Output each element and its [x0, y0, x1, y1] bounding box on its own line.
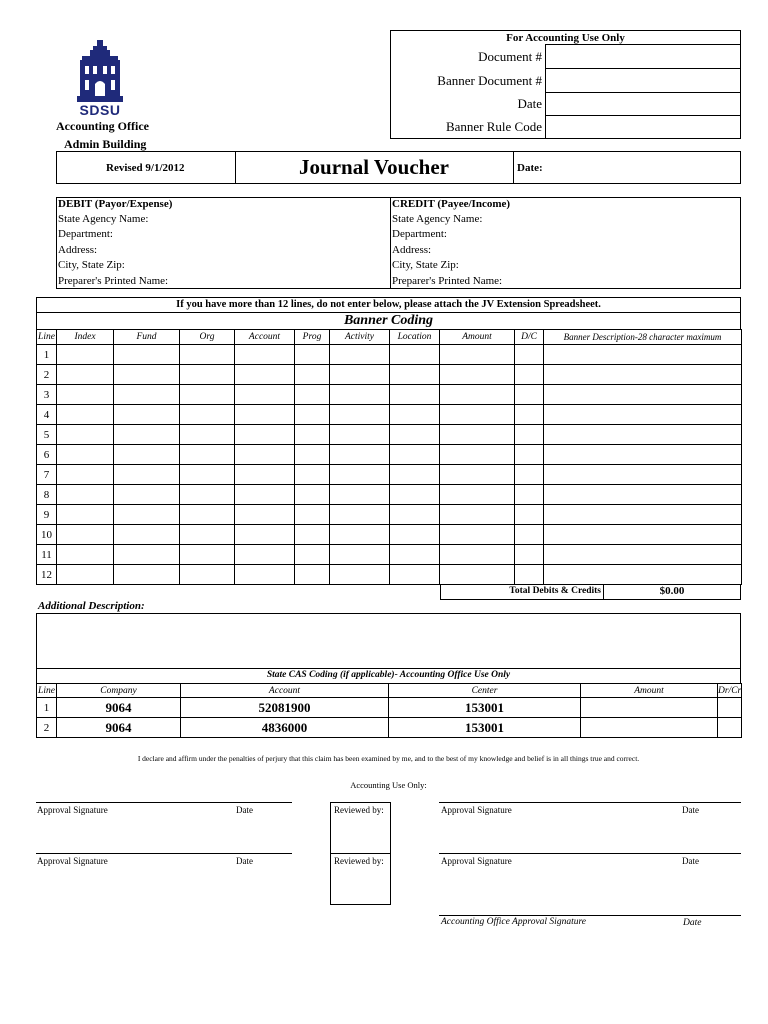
banner-cell-amount[interactable]	[440, 545, 515, 565]
banner-cell-amount[interactable]	[440, 565, 515, 585]
banner-cell-location[interactable]	[390, 345, 440, 365]
banner-cell-amount[interactable]	[440, 465, 515, 485]
banner-cell-index[interactable]	[57, 465, 114, 485]
banner-cell-prog[interactable]	[295, 485, 330, 505]
cas-col-center: Center	[389, 684, 581, 698]
banner-cell-fund[interactable]	[114, 385, 180, 405]
banner-cell-description[interactable]	[544, 545, 742, 565]
cas-amount[interactable]	[581, 718, 718, 738]
banner-cell-index[interactable]	[57, 545, 114, 565]
cas-col-company: Company	[57, 684, 181, 698]
accounting-use-only-label: Accounting Use Only:	[350, 780, 427, 790]
banner-cell-amount[interactable]	[440, 405, 515, 425]
approval-signature-line-2[interactable]	[36, 853, 292, 854]
banner-line-number: 9	[37, 505, 57, 525]
banner-cell-org[interactable]	[180, 425, 235, 445]
banner-line-number: 7	[37, 465, 57, 485]
banner-cell-account[interactable]	[235, 365, 295, 385]
banner-cell-dc[interactable]	[515, 425, 544, 445]
banner-cell-index[interactable]	[57, 525, 114, 545]
banner-cell-location[interactable]	[390, 565, 440, 585]
banner-row	[37, 365, 742, 385]
banner-cell-description[interactable]	[544, 405, 742, 425]
banner-cell-org[interactable]	[180, 385, 235, 405]
banner-cell-account[interactable]	[235, 445, 295, 465]
banner-row	[37, 505, 742, 525]
banner-cell-activity[interactable]	[330, 425, 390, 445]
banner-cell-activity[interactable]	[330, 525, 390, 545]
approval-signature-label-3: Approval Signature	[441, 805, 512, 815]
banner-cell-org[interactable]	[180, 525, 235, 545]
cas-company[interactable]: 9064	[57, 718, 181, 738]
banner-cell-dc[interactable]	[515, 445, 544, 465]
banner-row	[37, 545, 742, 565]
banner-document-field[interactable]	[546, 69, 740, 91]
banner-cell-fund[interactable]	[114, 525, 180, 545]
title-date-field[interactable]	[552, 152, 740, 183]
banner-cell-index[interactable]	[57, 505, 114, 525]
debit-department[interactable]: Department:	[58, 228, 113, 240]
banner-rule-code-label: Banner Rule Code	[445, 119, 542, 134]
document-number-field[interactable]	[546, 45, 740, 67]
banner-cell-dc[interactable]	[515, 385, 544, 405]
cas-title: State CAS Coding (if applicable)- Accounting Office Use Only	[266, 670, 511, 680]
banner-cell-activity[interactable]	[330, 385, 390, 405]
banner-cell-account[interactable]	[235, 565, 295, 585]
banner-cell-index[interactable]	[57, 565, 114, 585]
banner-cell-prog[interactable]	[295, 405, 330, 425]
banner-cell-description[interactable]	[544, 425, 742, 445]
approval-signature-label-2: Approval Signature	[37, 856, 108, 866]
col-org: Org	[180, 330, 235, 345]
banner-cell-dc[interactable]	[515, 485, 544, 505]
banner-cell-location[interactable]	[390, 485, 440, 505]
banner-cell-description[interactable]	[544, 525, 742, 545]
banner-cell-account[interactable]	[235, 465, 295, 485]
approval-date-label-3: Date	[682, 805, 699, 815]
banner-cell-account[interactable]	[235, 545, 295, 565]
banner-cell-location[interactable]	[390, 425, 440, 445]
col-index: Index	[57, 330, 114, 345]
banner-cell-fund[interactable]	[114, 465, 180, 485]
banner-cell-location[interactable]	[390, 465, 440, 485]
cas-row	[37, 698, 742, 718]
cas-account[interactable]: 52081900	[181, 698, 389, 718]
approval-date-label-1: Date	[236, 805, 253, 815]
banner-line-number: 10	[37, 525, 57, 545]
cas-center[interactable]: 153001	[389, 698, 581, 718]
credit-address[interactable]: Address:	[392, 244, 432, 256]
banner-cell-index[interactable]	[57, 385, 114, 405]
accounting-office-approval-label: Accounting Office Approval Signature	[441, 917, 587, 927]
building-name: Admin Building	[64, 137, 147, 151]
banner-cell-index[interactable]	[57, 365, 114, 385]
banner-cell-activity[interactable]	[330, 465, 390, 485]
banner-cell-fund[interactable]	[114, 565, 180, 585]
banner-cell-amount[interactable]	[440, 385, 515, 405]
col-account: Account	[235, 330, 295, 345]
banner-line-number: 5	[37, 425, 57, 445]
accounting-use-title: For Accounting Use Only	[506, 32, 625, 44]
banner-cell-account[interactable]	[235, 525, 295, 545]
approval-date-label-2: Date	[236, 856, 253, 866]
banner-cell-amount[interactable]	[440, 485, 515, 505]
debit-preparer[interactable]: Preparer's Printed Name:	[58, 275, 169, 287]
banner-cell-location[interactable]	[390, 445, 440, 465]
banner-cell-org[interactable]	[180, 505, 235, 525]
col-line: Line	[37, 330, 57, 345]
col-location: Location	[390, 330, 440, 345]
banner-cell-org[interactable]	[180, 485, 235, 505]
banner-cell-prog[interactable]	[295, 465, 330, 485]
col-amount: Amount	[440, 330, 515, 345]
credit-agency[interactable]: State Agency Name:	[392, 213, 483, 225]
banner-cell-activity[interactable]	[330, 345, 390, 365]
banner-cell-amount[interactable]	[440, 425, 515, 445]
banner-cell-index[interactable]	[57, 425, 114, 445]
banner-cell-location[interactable]	[390, 385, 440, 405]
cas-col-amount: Amount	[581, 684, 718, 698]
banner-cell-org[interactable]	[180, 405, 235, 425]
banner-cell-fund[interactable]	[114, 365, 180, 385]
banner-cell-index[interactable]	[57, 345, 114, 365]
banner-cell-dc[interactable]	[515, 525, 544, 545]
banner-row	[37, 465, 742, 485]
banner-cell-account[interactable]	[235, 405, 295, 425]
banner-cell-activity[interactable]	[330, 485, 390, 505]
banner-cell-fund[interactable]	[114, 545, 180, 565]
banner-cell-description[interactable]	[544, 485, 742, 505]
banner-cell-org[interactable]	[180, 465, 235, 485]
banner-cell-activity[interactable]	[330, 445, 390, 465]
approval-signature-line-4[interactable]	[439, 853, 741, 854]
banner-cell-amount[interactable]	[440, 525, 515, 545]
banner-cell-dc[interactable]	[515, 365, 544, 385]
banner-document-label: Banner Document #	[437, 73, 542, 88]
debit-address[interactable]: Address:	[58, 244, 98, 256]
accounting-office-approval-date-label: Date	[683, 918, 702, 928]
banner-cell-org[interactable]	[180, 445, 235, 465]
banner-cell-description[interactable]	[544, 365, 742, 385]
banner-cell-prog[interactable]	[295, 525, 330, 545]
cas-company[interactable]: 9064	[57, 698, 181, 718]
revised-date: Revised 9/1/2012	[106, 162, 185, 174]
cas-header-row	[37, 684, 742, 698]
approval-signature-label-4: Approval Signature	[441, 856, 512, 866]
banner-cell-prog[interactable]	[295, 345, 330, 365]
banner-coding-title: Banner Coding	[343, 313, 434, 328]
banner-cell-activity[interactable]	[330, 405, 390, 425]
approval-signature-line-1[interactable]	[36, 802, 292, 803]
banner-line-number: 1	[37, 345, 57, 365]
banner-cell-amount[interactable]	[440, 445, 515, 465]
reviewed-by-label-1: Reviewed by:	[334, 805, 384, 815]
banner-cell-activity[interactable]	[330, 565, 390, 585]
banner-cell-prog[interactable]	[295, 425, 330, 445]
banner-cell-fund[interactable]	[114, 445, 180, 465]
banner-row	[37, 385, 742, 405]
banner-cell-prog[interactable]	[295, 545, 330, 565]
additional-description-field[interactable]	[36, 613, 741, 669]
date-label: Date	[517, 96, 542, 111]
banner-cell-fund[interactable]	[114, 425, 180, 445]
banner-cell-location[interactable]	[390, 505, 440, 525]
banner-cell-dc[interactable]	[515, 405, 544, 425]
cas-col-line: Line	[38, 685, 55, 696]
banner-cell-index[interactable]	[57, 485, 114, 505]
cas-amount[interactable]	[581, 698, 718, 718]
debit-city-state-zip[interactable]: City, State Zip:	[58, 259, 125, 271]
page-title: Journal Voucher	[299, 155, 449, 179]
banner-notice: If you have more than 12 lines, do not enter below, please attach the JV Extension Spreadsheet.	[176, 299, 601, 310]
approval-signature-label-1: Approval Signature	[37, 805, 108, 815]
credit-department[interactable]: Department:	[392, 228, 447, 240]
banner-coding-table	[36, 329, 742, 585]
banner-header-row	[37, 330, 742, 345]
banner-cell-dc[interactable]	[515, 545, 544, 565]
banner-cell-dc[interactable]	[515, 505, 544, 525]
banner-cell-org[interactable]	[180, 565, 235, 585]
banner-row	[37, 565, 742, 585]
document-number-label: Document #	[478, 49, 542, 64]
banner-line-number: 8	[37, 485, 57, 505]
banner-cell-location[interactable]	[390, 405, 440, 425]
banner-cell-fund[interactable]	[114, 485, 180, 505]
banner-cell-activity[interactable]	[330, 365, 390, 385]
office-name: Accounting Office	[56, 119, 149, 133]
banner-rule-code-field[interactable]	[546, 116, 740, 138]
banner-cell-index[interactable]	[57, 405, 114, 425]
banner-cell-account[interactable]	[235, 425, 295, 445]
banner-row	[37, 445, 742, 465]
banner-row	[37, 485, 742, 505]
banner-cell-prog[interactable]	[295, 385, 330, 405]
banner-cell-prog[interactable]	[295, 445, 330, 465]
cas-col-account: Account	[181, 684, 389, 698]
approval-signature-line-3[interactable]	[439, 802, 741, 803]
col-fund: Fund	[114, 330, 180, 345]
banner-cell-description[interactable]	[544, 465, 742, 485]
banner-row	[37, 345, 742, 365]
total-label: Total Debits & Credits	[509, 586, 601, 596]
debit-heading: DEBIT (Payor/Expense)	[58, 198, 173, 210]
title-date-label: Date:	[517, 162, 543, 174]
credit-preparer[interactable]: Preparer's Printed Name:	[392, 275, 503, 287]
cas-center[interactable]: 153001	[389, 718, 581, 738]
logo-text: SDSU	[79, 102, 121, 118]
banner-cell-description[interactable]	[544, 445, 742, 465]
banner-cell-org[interactable]	[180, 365, 235, 385]
banner-cell-description[interactable]	[544, 505, 742, 525]
col-activity: Activity	[330, 330, 390, 345]
banner-cell-fund[interactable]	[114, 345, 180, 365]
cas-table	[36, 683, 742, 738]
additional-description-label: Additional Description:	[38, 600, 145, 612]
banner-cell-description[interactable]	[544, 385, 742, 405]
banner-line-number: 2	[37, 365, 57, 385]
cas-line: 2	[37, 718, 57, 738]
cas-row	[37, 718, 742, 738]
banner-cell-account[interactable]	[235, 385, 295, 405]
approval-date-label-4: Date	[682, 856, 699, 866]
banner-cell-org[interactable]	[180, 545, 235, 565]
banner-cell-fund[interactable]	[114, 405, 180, 425]
banner-cell-fund[interactable]	[114, 505, 180, 525]
banner-line-number: 3	[37, 385, 57, 405]
banner-cell-activity[interactable]	[330, 505, 390, 525]
cas-line: 1	[37, 698, 57, 718]
banner-cell-description[interactable]	[544, 345, 742, 365]
banner-row	[37, 425, 742, 445]
accounting-office-approval-line[interactable]	[439, 915, 741, 916]
banner-cell-amount[interactable]	[440, 505, 515, 525]
banner-cell-location[interactable]	[390, 365, 440, 385]
banner-cell-prog[interactable]	[295, 565, 330, 585]
banner-line-number: 6	[37, 445, 57, 465]
banner-line-number: 4	[37, 405, 57, 425]
debit-agency[interactable]: State Agency Name:	[58, 213, 149, 225]
banner-cell-account[interactable]	[235, 345, 295, 365]
banner-cell-account[interactable]	[235, 485, 295, 505]
banner-cell-prog[interactable]	[295, 365, 330, 385]
reviewed-by-label-2: Reviewed by:	[334, 856, 384, 866]
banner-cell-dc[interactable]	[515, 345, 544, 365]
cas-drcr[interactable]	[718, 698, 742, 718]
banner-cell-description[interactable]	[544, 565, 742, 585]
cas-account[interactable]: 4836000	[181, 718, 389, 738]
col-description: Banner Description-28 character maximum	[544, 330, 742, 345]
date-field[interactable]	[546, 93, 740, 114]
banner-row	[37, 525, 742, 545]
credit-heading: CREDIT (Payee/Income)	[392, 198, 511, 210]
banner-cell-prog[interactable]	[295, 505, 330, 525]
cas-col-drcr: Dr/Cr	[718, 685, 742, 696]
banner-cell-amount[interactable]	[440, 365, 515, 385]
cas-drcr[interactable]	[718, 718, 742, 738]
banner-row	[37, 405, 742, 425]
banner-cell-activity[interactable]	[330, 545, 390, 565]
banner-line-number: 12	[37, 565, 57, 585]
banner-cell-dc[interactable]	[515, 465, 544, 485]
banner-cell-amount[interactable]	[440, 345, 515, 365]
banner-cell-dc[interactable]	[515, 565, 544, 585]
banner-cell-location[interactable]	[390, 545, 440, 565]
banner-line-number: 11	[37, 545, 57, 565]
banner-cell-org[interactable]	[180, 345, 235, 365]
declaration-text: I declare and affirm under the penalties of perjury that this claim has been examined by me, and to the best of my knowledge and belief is in all things true and correct.	[137, 754, 640, 763]
banner-cell-location[interactable]	[390, 525, 440, 545]
col-prog: Prog	[295, 330, 330, 345]
credit-city-state-zip[interactable]: City, State Zip:	[392, 259, 459, 271]
total-value: $0.00	[659, 585, 685, 597]
banner-cell-index[interactable]	[57, 445, 114, 465]
col-dc: D/C	[515, 330, 544, 345]
banner-cell-account[interactable]	[235, 505, 295, 525]
